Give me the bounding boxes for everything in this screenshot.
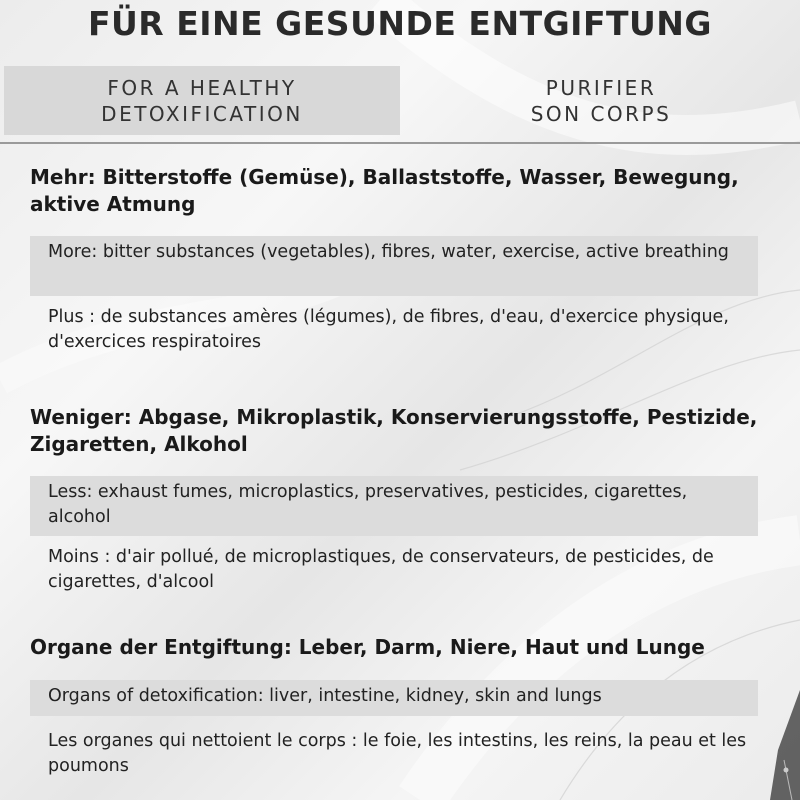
header-divider [0,142,800,144]
subtitle-french [402,66,800,135]
section-more-english: More: bitter substances (vegetables), fibres, water, exercise, active breathing [30,236,758,296]
section-more-french: Plus : de substances amères (légumes), de fibres, d'eau, d'exercice physique, d'exercices respiratoires [48,307,729,352]
section-more-heading: Mehr: Bitterstoffe (Gemüse), Ballaststoffe, Wasser, Bewegung, aktive Atmung [30,165,739,216]
section-organs-english: Organs of detoxification: liver, intestine, kidney, skin and lungs [30,680,758,716]
subtitle-english-text: FOR A HEALTHY DETOXIFICATION [101,75,303,126]
section-organs-french: Les organes qui nettoient le corps : le foie, les intestins, les reins, la peau et les poumons [48,731,747,776]
subtitle-french-text: PURIFIER SON CORPS [530,75,672,126]
page-title: FÜR EINE GESUNDE ENTGIFTUNG [87,4,713,43]
subtitle-english [4,66,400,135]
section-less-english: Less: exhaust fumes, microplastics, preservatives, pesticides, cigarettes, alcohol [30,476,758,536]
section-less-french: Moins : d'air pollué, de microplastiques, de conservateurs, de pesticides, de cigarettes, d'alcool [48,547,714,592]
section-organs-heading: Organe der Entgiftung: Leber, Darm, Niere, Haut und Lunge [30,635,705,659]
section-less-heading: Weniger: Abgase, Mikroplastik, Konservierungsstoffe, Pestizide, Zigaretten, Alkohol [30,405,758,456]
